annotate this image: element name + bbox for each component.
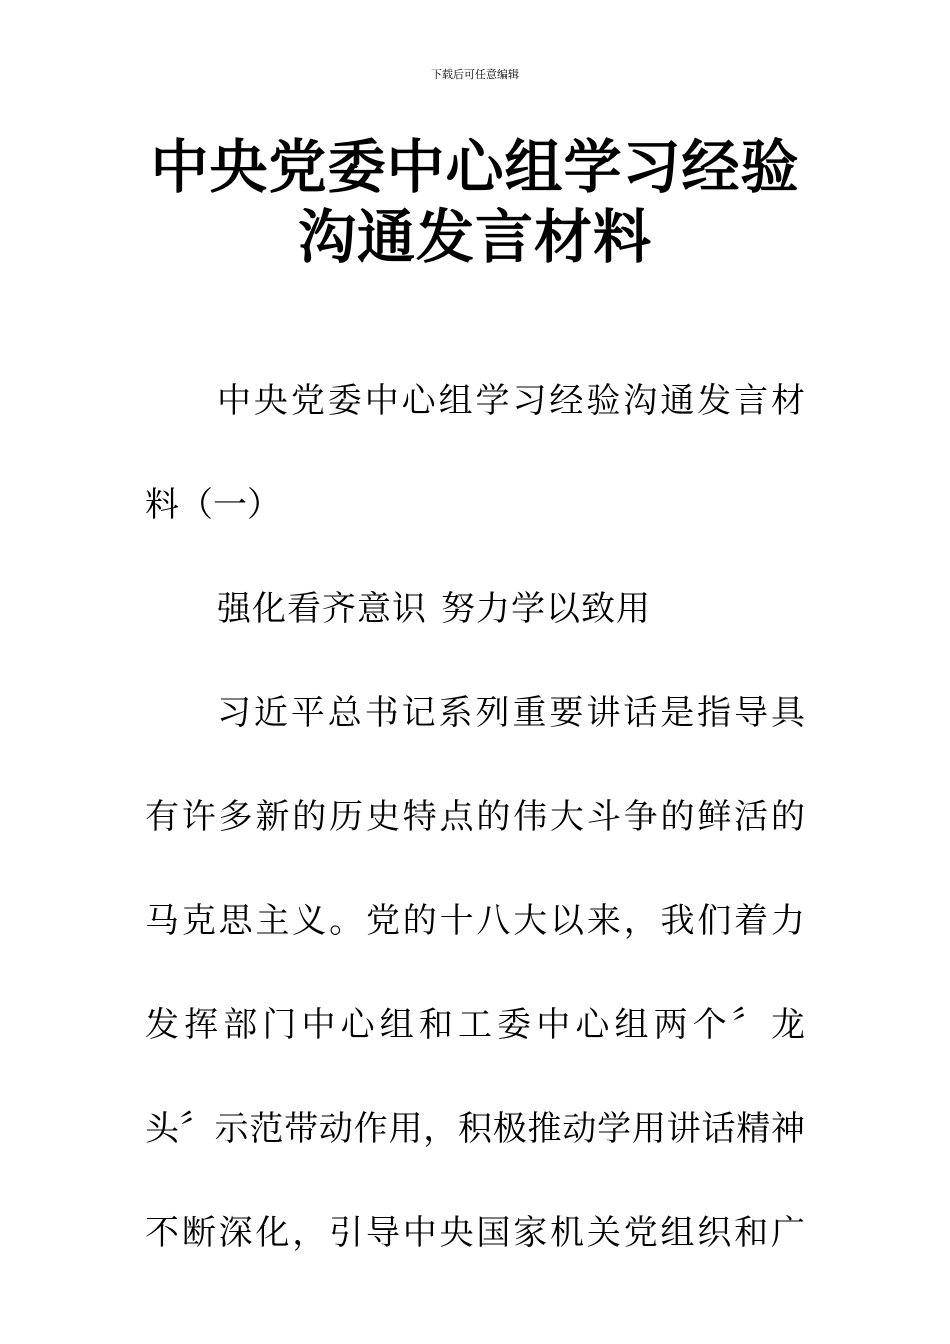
subheading-part-1: 强化看齐意识	[217, 589, 427, 629]
paragraph-line: 有许多新的历史特点的伟大斗争的鲜活的	[145, 797, 805, 837]
paragraph-line: 发挥部门中心组和工委中心组两个〞龙	[145, 1005, 805, 1045]
paragraph-line: 料（一）	[145, 485, 281, 525]
title-line-2: 沟通发言材料	[297, 203, 652, 271]
document-title	[120, 132, 830, 272]
header-note: 下载后可任意编辑	[431, 68, 519, 81]
subheading	[145, 557, 805, 661]
paragraph-line: 中央党委中心组学习经验沟通发言材	[217, 381, 805, 421]
paragraph-line: 习近平总书记系列重要讲话是指导具	[217, 693, 805, 733]
document-body	[145, 349, 805, 1285]
paragraph-line: 马克思主义。党的十八大以来，我们着力	[145, 901, 805, 941]
title-line-1: 中央党委中心组学习经验	[150, 133, 800, 201]
paragraph-line: 头〞示范带动作用，积极推动学用讲话精神	[145, 1109, 805, 1149]
subheading-part-2: 努力学以致用	[441, 589, 651, 629]
paragraph-line: 不断深化，引导中央国家机关党组织和广	[145, 1213, 805, 1253]
